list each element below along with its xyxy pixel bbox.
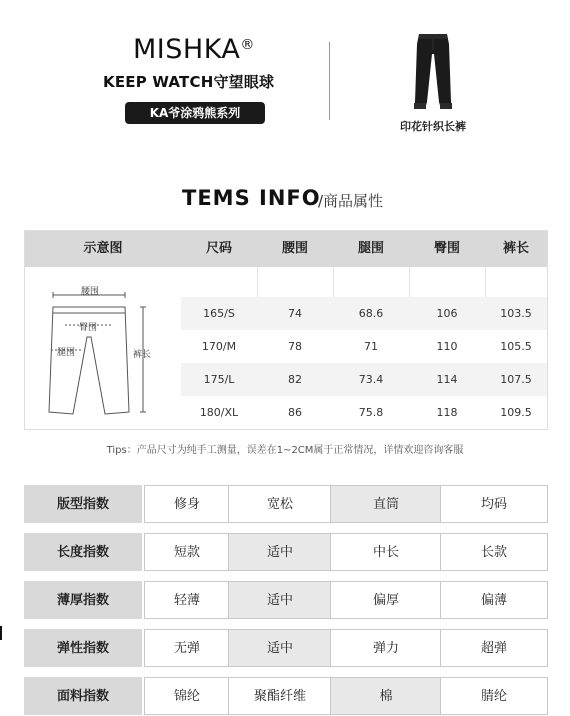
index-option: 短款 xyxy=(144,533,230,571)
cell-length: 107.5 xyxy=(500,373,532,386)
cell-hip: 110 xyxy=(436,340,458,353)
section-title: TEMS INFO xyxy=(182,186,321,210)
cell-size: 170/M xyxy=(201,340,237,353)
edge-marker xyxy=(0,626,2,640)
index-option: 偏厚 xyxy=(330,581,442,619)
col-waist: 腰围 xyxy=(281,241,308,256)
cell-hip: 118 xyxy=(436,406,458,419)
index-option: 弹力 xyxy=(330,629,442,667)
pants-outline-icon xyxy=(25,267,181,430)
diagram-label-hip: 臀围 xyxy=(79,323,98,333)
index-label: 版型指数 xyxy=(24,485,142,523)
col-hip: 臀围 xyxy=(433,241,460,256)
cell-size: 175/L xyxy=(203,373,235,386)
index-option-selected: 棉 xyxy=(330,677,442,715)
cell-thigh: 75.8 xyxy=(358,406,384,419)
series-badge: KA爷涂鸦熊系列 xyxy=(125,102,265,124)
table-row xyxy=(181,297,547,330)
index-option: 轻薄 xyxy=(144,581,230,619)
diagram-label-length: 裤长 xyxy=(133,350,152,360)
index-label: 弹性指数 xyxy=(24,629,142,667)
header-divider xyxy=(329,42,330,120)
cell-thigh: 68.6 xyxy=(358,307,384,320)
cell-length: 103.5 xyxy=(500,307,532,320)
cell-hip: 114 xyxy=(436,373,458,386)
col-thigh: 腿围 xyxy=(357,241,384,256)
table-row xyxy=(181,396,547,429)
index-option: 无弹 xyxy=(144,629,230,667)
col-length: 裤长 xyxy=(502,241,529,256)
index-row-fabric xyxy=(24,677,548,715)
index-option-selected: 适中 xyxy=(228,581,332,619)
index-label: 长度指数 xyxy=(24,533,142,571)
size-table xyxy=(24,230,548,430)
index-option: 超弹 xyxy=(440,629,548,667)
tips-note: Tips：产品尺寸为纯手工测量，误差在1~2CM属于正常情况，详情欢迎咨询客服 xyxy=(106,445,464,456)
index-option: 均码 xyxy=(440,485,548,523)
index-option: 宽松 xyxy=(228,485,332,523)
cell-hip: 106 xyxy=(436,307,458,320)
product-name: 印花针织长裤 xyxy=(400,120,466,133)
cell-thigh: 71 xyxy=(364,340,378,353)
diagram-label-waist: 腰围 xyxy=(81,287,100,297)
index-row-elasticity xyxy=(24,629,548,667)
cell-size: 165/S xyxy=(203,307,235,320)
index-option: 长款 xyxy=(440,533,548,571)
section-subtitle: /商品属性 xyxy=(318,192,384,210)
index-option: 修身 xyxy=(144,485,230,523)
index-option: 腈纶 xyxy=(440,677,548,715)
index-option-selected: 适中 xyxy=(228,533,332,571)
index-option-selected: 适中 xyxy=(228,629,332,667)
cell-length: 105.5 xyxy=(500,340,532,353)
index-row-thickness xyxy=(24,581,548,619)
cell-waist: 82 xyxy=(288,373,302,386)
index-label: 薄厚指数 xyxy=(24,581,142,619)
cell-length: 109.5 xyxy=(500,406,532,419)
index-row-length xyxy=(24,533,548,571)
product-image xyxy=(405,32,461,112)
brand-logo: MISHKA® xyxy=(133,34,255,65)
index-option: 偏薄 xyxy=(440,581,548,619)
index-row-fit xyxy=(24,485,548,523)
cell-size: 180/XL xyxy=(199,406,239,419)
diagram-label-thigh: 腿围 xyxy=(57,348,76,358)
table-row xyxy=(181,330,547,363)
cell-waist: 78 xyxy=(288,340,302,353)
table-row xyxy=(181,363,547,396)
size-diagram xyxy=(25,267,181,430)
index-option: 锦纶 xyxy=(144,677,230,715)
index-label: 面料指数 xyxy=(24,677,142,715)
col-size: 尺码 xyxy=(205,241,232,256)
brand-slogan: KEEP WATCH守望眼球 xyxy=(103,73,275,91)
col-diagram: 示意图 xyxy=(83,241,123,256)
index-option: 中长 xyxy=(330,533,442,571)
cell-waist: 74 xyxy=(288,307,302,320)
cell-thigh: 73.4 xyxy=(358,373,384,386)
size-table-header xyxy=(25,231,547,267)
cell-waist: 86 xyxy=(288,406,302,419)
index-option: 聚酯纤维 xyxy=(228,677,332,715)
index-option-selected: 直筒 xyxy=(330,485,442,523)
